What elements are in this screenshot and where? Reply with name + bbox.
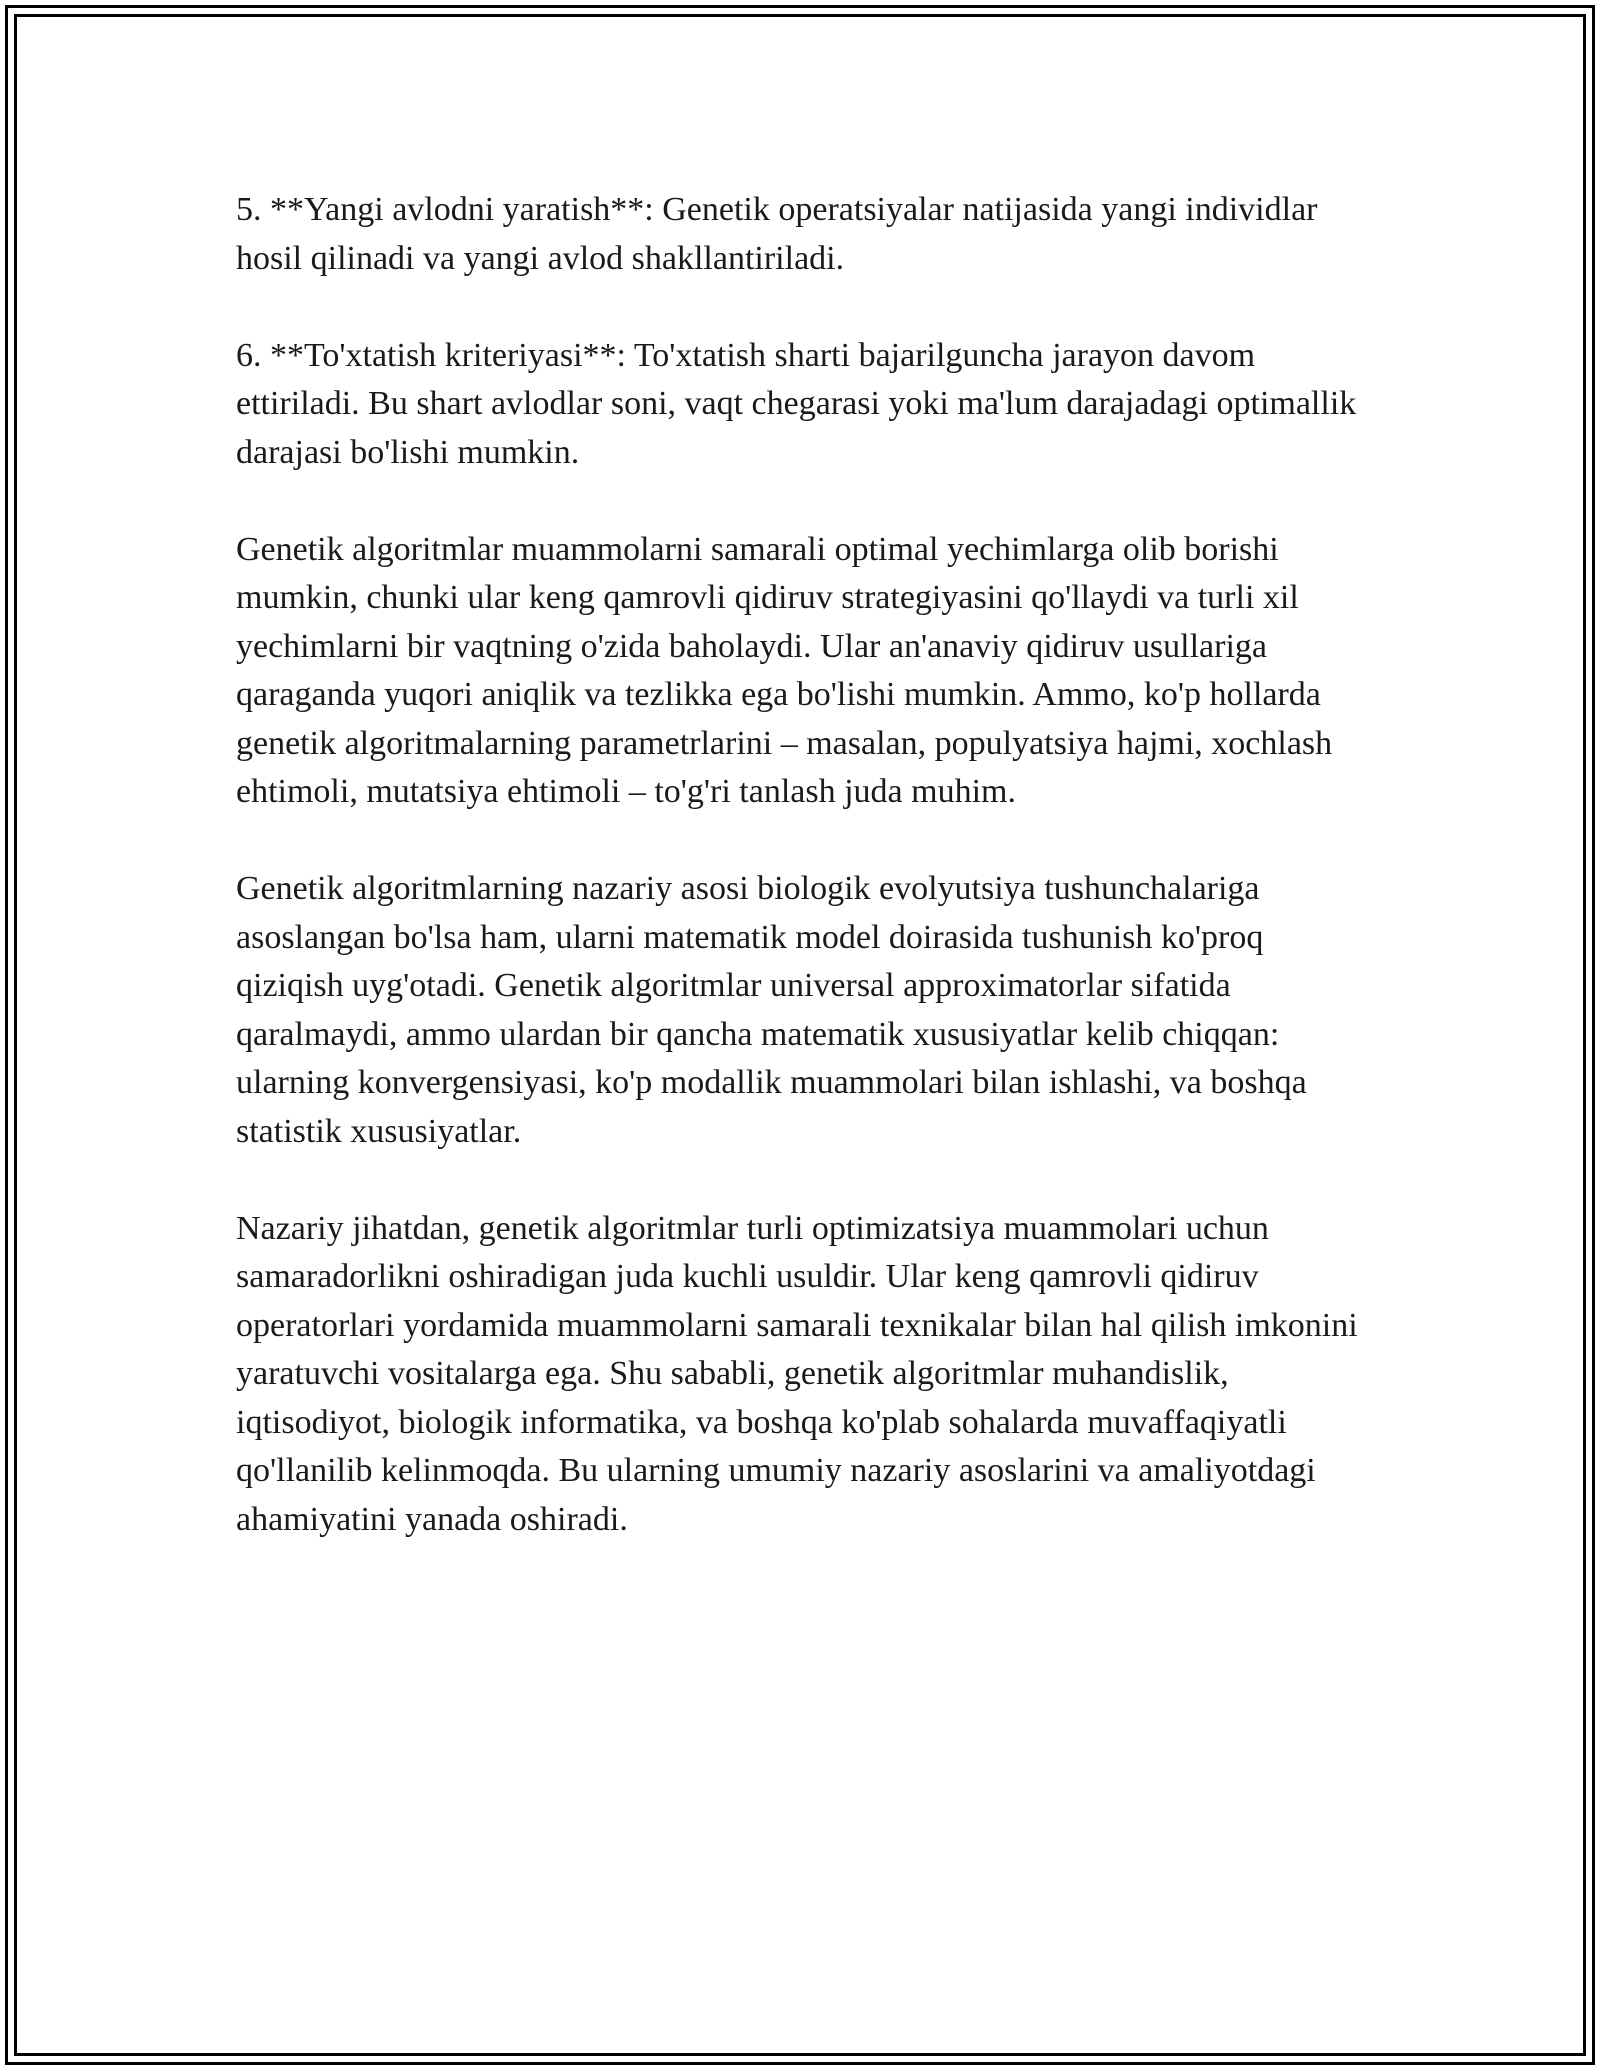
document-body <box>236 186 1376 1593</box>
paragraph-step-5: 5. **Yangi avlodni yaratish**: Genetik operatsiyalar natijasida yangi individlar hosil qilinadi va yangi avlod shakllantiriladi. <box>236 191 1318 277</box>
paragraph-step-6: 6. **To'xtatish kriteriyasi**: To'xtatish sharti bajarilguncha jarayon davom ettiriladi. Bu shart avlodlar soni, vaqt chegarasi yoki ma'lum darajadagi optimallik darajasi bo'lishi mumkin. <box>236 336 1357 471</box>
paragraph-conclusion: Nazariy jihatdan, genetik algoritmlar turli optimizatsiya muammolari uchun samaradorlikni oshiradigan juda kuchli usuldir. Ular keng qamrovli qidiruv operatorlari yordamida muammolarni samarali texnikalar bilan hal qilish imkonini yaratuvchi vositalarga ega. Shu sababli, genetik algoritmlar muhandislik, iqtisodiyot, biologik informatika, va boshqa ko'plab sohalarda muvaffaqiyatli qo'llanilib kelinmoqda. Bu ularning umumiy nazariy asoslarini va amaliyotdagi ahamiyatini yanada oshiradi. <box>236 1209 1358 1538</box>
paragraph-theory: Genetik algoritmlarning nazariy asosi biologik evolyutsiya tushunchalariga asoslangan bo'lsa ham, ularni matematik model doirasida tushunish ko'proq qiziqish uyg'otadi. Genetik algoritmlar universal approximatorlar sifatida qaralmaydi, ammo ulardan bir qancha matematik xususiyatlar kelib chiqqan: ularning konvergensiyasi, ko'p modallik muammolari bilan ishlashi, va boshqa statistik xususiyatlar. <box>236 870 1307 1150</box>
paragraph-efficiency: Genetik algoritmlar muammolarni samarali optimal yechimlarga olib borishi mumkin, chunki ular keng qamrovli qidiruv strategiyasini qo'llaydi va turli xil yechimlarni bir vaqtning o'zida baholaydi. Ular an'anaviy qidiruv usullariga qaraganda yuqori aniqlik va tezlikka ega bo'lishi mumkin. Ammo, ko'p hollarda genetik algoritmalarning parametrlarini – masalan, populyatsiya hajmi, xochlash ehtimoli, mutatsiya ehtimoli – to'g'ri tanlash juda muhim. <box>236 530 1333 810</box>
